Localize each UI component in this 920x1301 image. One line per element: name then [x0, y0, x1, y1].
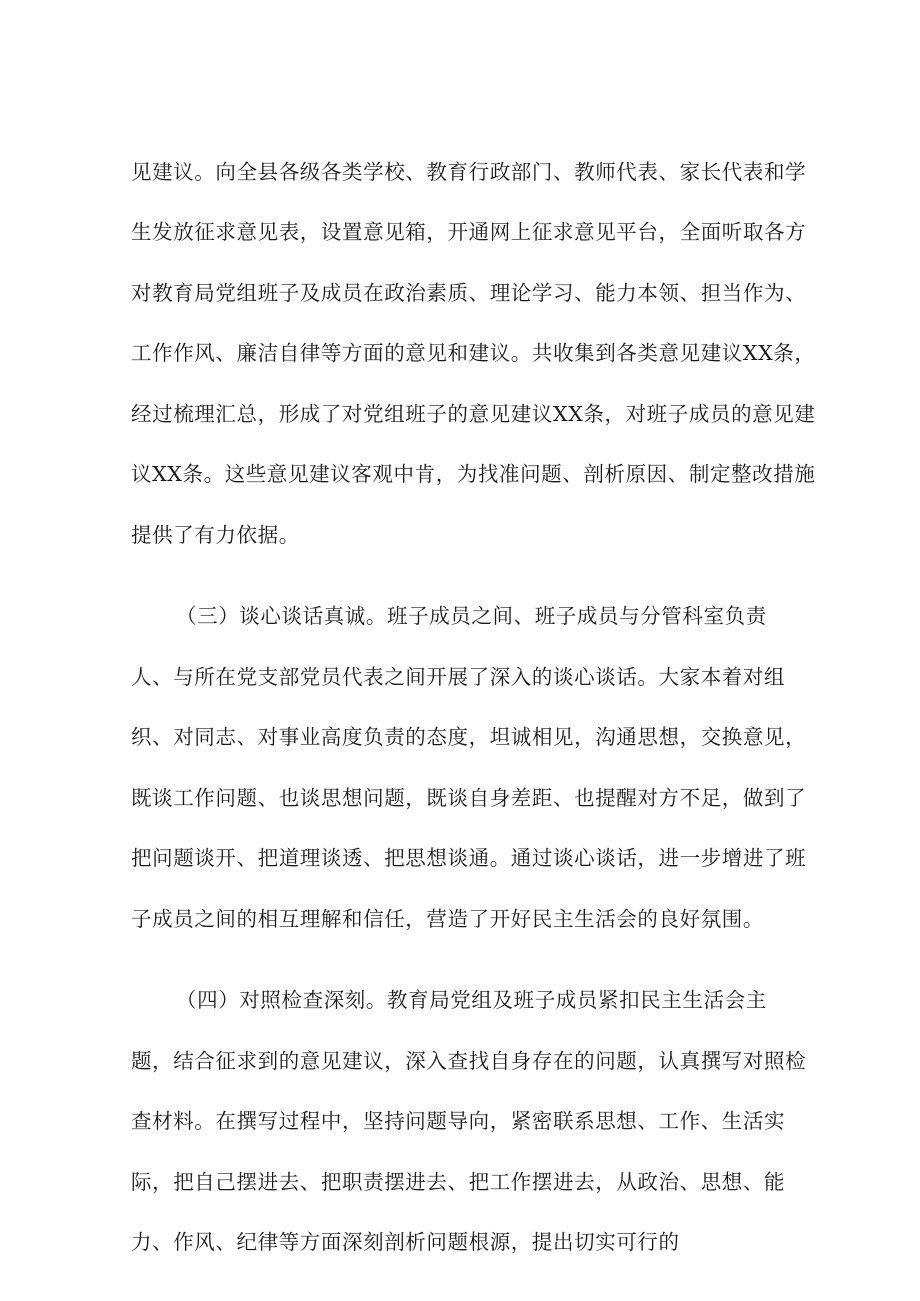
text-line: 查材料。在撰写过程中，坚持问题导向，紧密联系思想、工作、生活实: [131, 1109, 786, 1133]
text-line: 际，把自己摆进去、把职责摆进去、把工作摆进去，从政治、思想、能: [131, 1170, 786, 1194]
text-line: 生发放征求意见表，设置意见箱，开通网上征求意见平台，全面听取各方: [131, 220, 807, 244]
text-line: 见建议。向全县各级各类学校、教育行政部门、教师代表、家长代表和学: [131, 160, 807, 184]
text-line: 子成员之间的相互理解和信任，营造了开好民主生活会的良好氛围。: [131, 907, 764, 931]
text-line: 织、对同志、对事业高度负责的态度，坦诚相见，沟通思想，交换意见，: [131, 725, 807, 749]
text-line: 议XX条。这些意见建议客观中肯，为找准问题、剖析原因、制定整改措施: [131, 462, 816, 486]
text-line: 工作作风、廉洁自律等方面的意见和建议。共收集到各类意见建议XX条，: [131, 341, 816, 365]
text-line: 对教育局党组班子及成员在政治素质、理论学习、能力本领、担当作为、: [131, 281, 807, 305]
section-heading-line: （四）对照检查深刻。教育局党组及班子成员紧扣民主生活会主: [176, 988, 767, 1012]
text-line: 把问题谈开、把道理谈透、把思想谈通。通过谈心谈话，进一步增进了班: [131, 846, 807, 870]
text-line: 既谈工作问题、也谈思想问题，既谈自身差距、也提醒对方不足，做到了: [131, 786, 807, 810]
text-line: 题，结合征求到的意见建议，深入查找自身存在的问题，认真撰写对照检: [131, 1049, 807, 1073]
text-line: 经过梳理汇总，形成了对党组班子的意见建议XX条，对班子成员的意见建: [131, 402, 816, 426]
text-line: 人、与所在党支部党员代表之间开展了深入的谈心谈话。大家本着对组: [131, 665, 786, 689]
text-line: 提供了有力依据。: [131, 523, 300, 547]
section-heading-line: （三）谈心谈话真诚。班子成员之间、班子成员与分管科室负责: [176, 604, 767, 628]
text-line: 力、作风、纪律等方面深刻剖析问题根源，提出切实可行的: [131, 1230, 680, 1254]
